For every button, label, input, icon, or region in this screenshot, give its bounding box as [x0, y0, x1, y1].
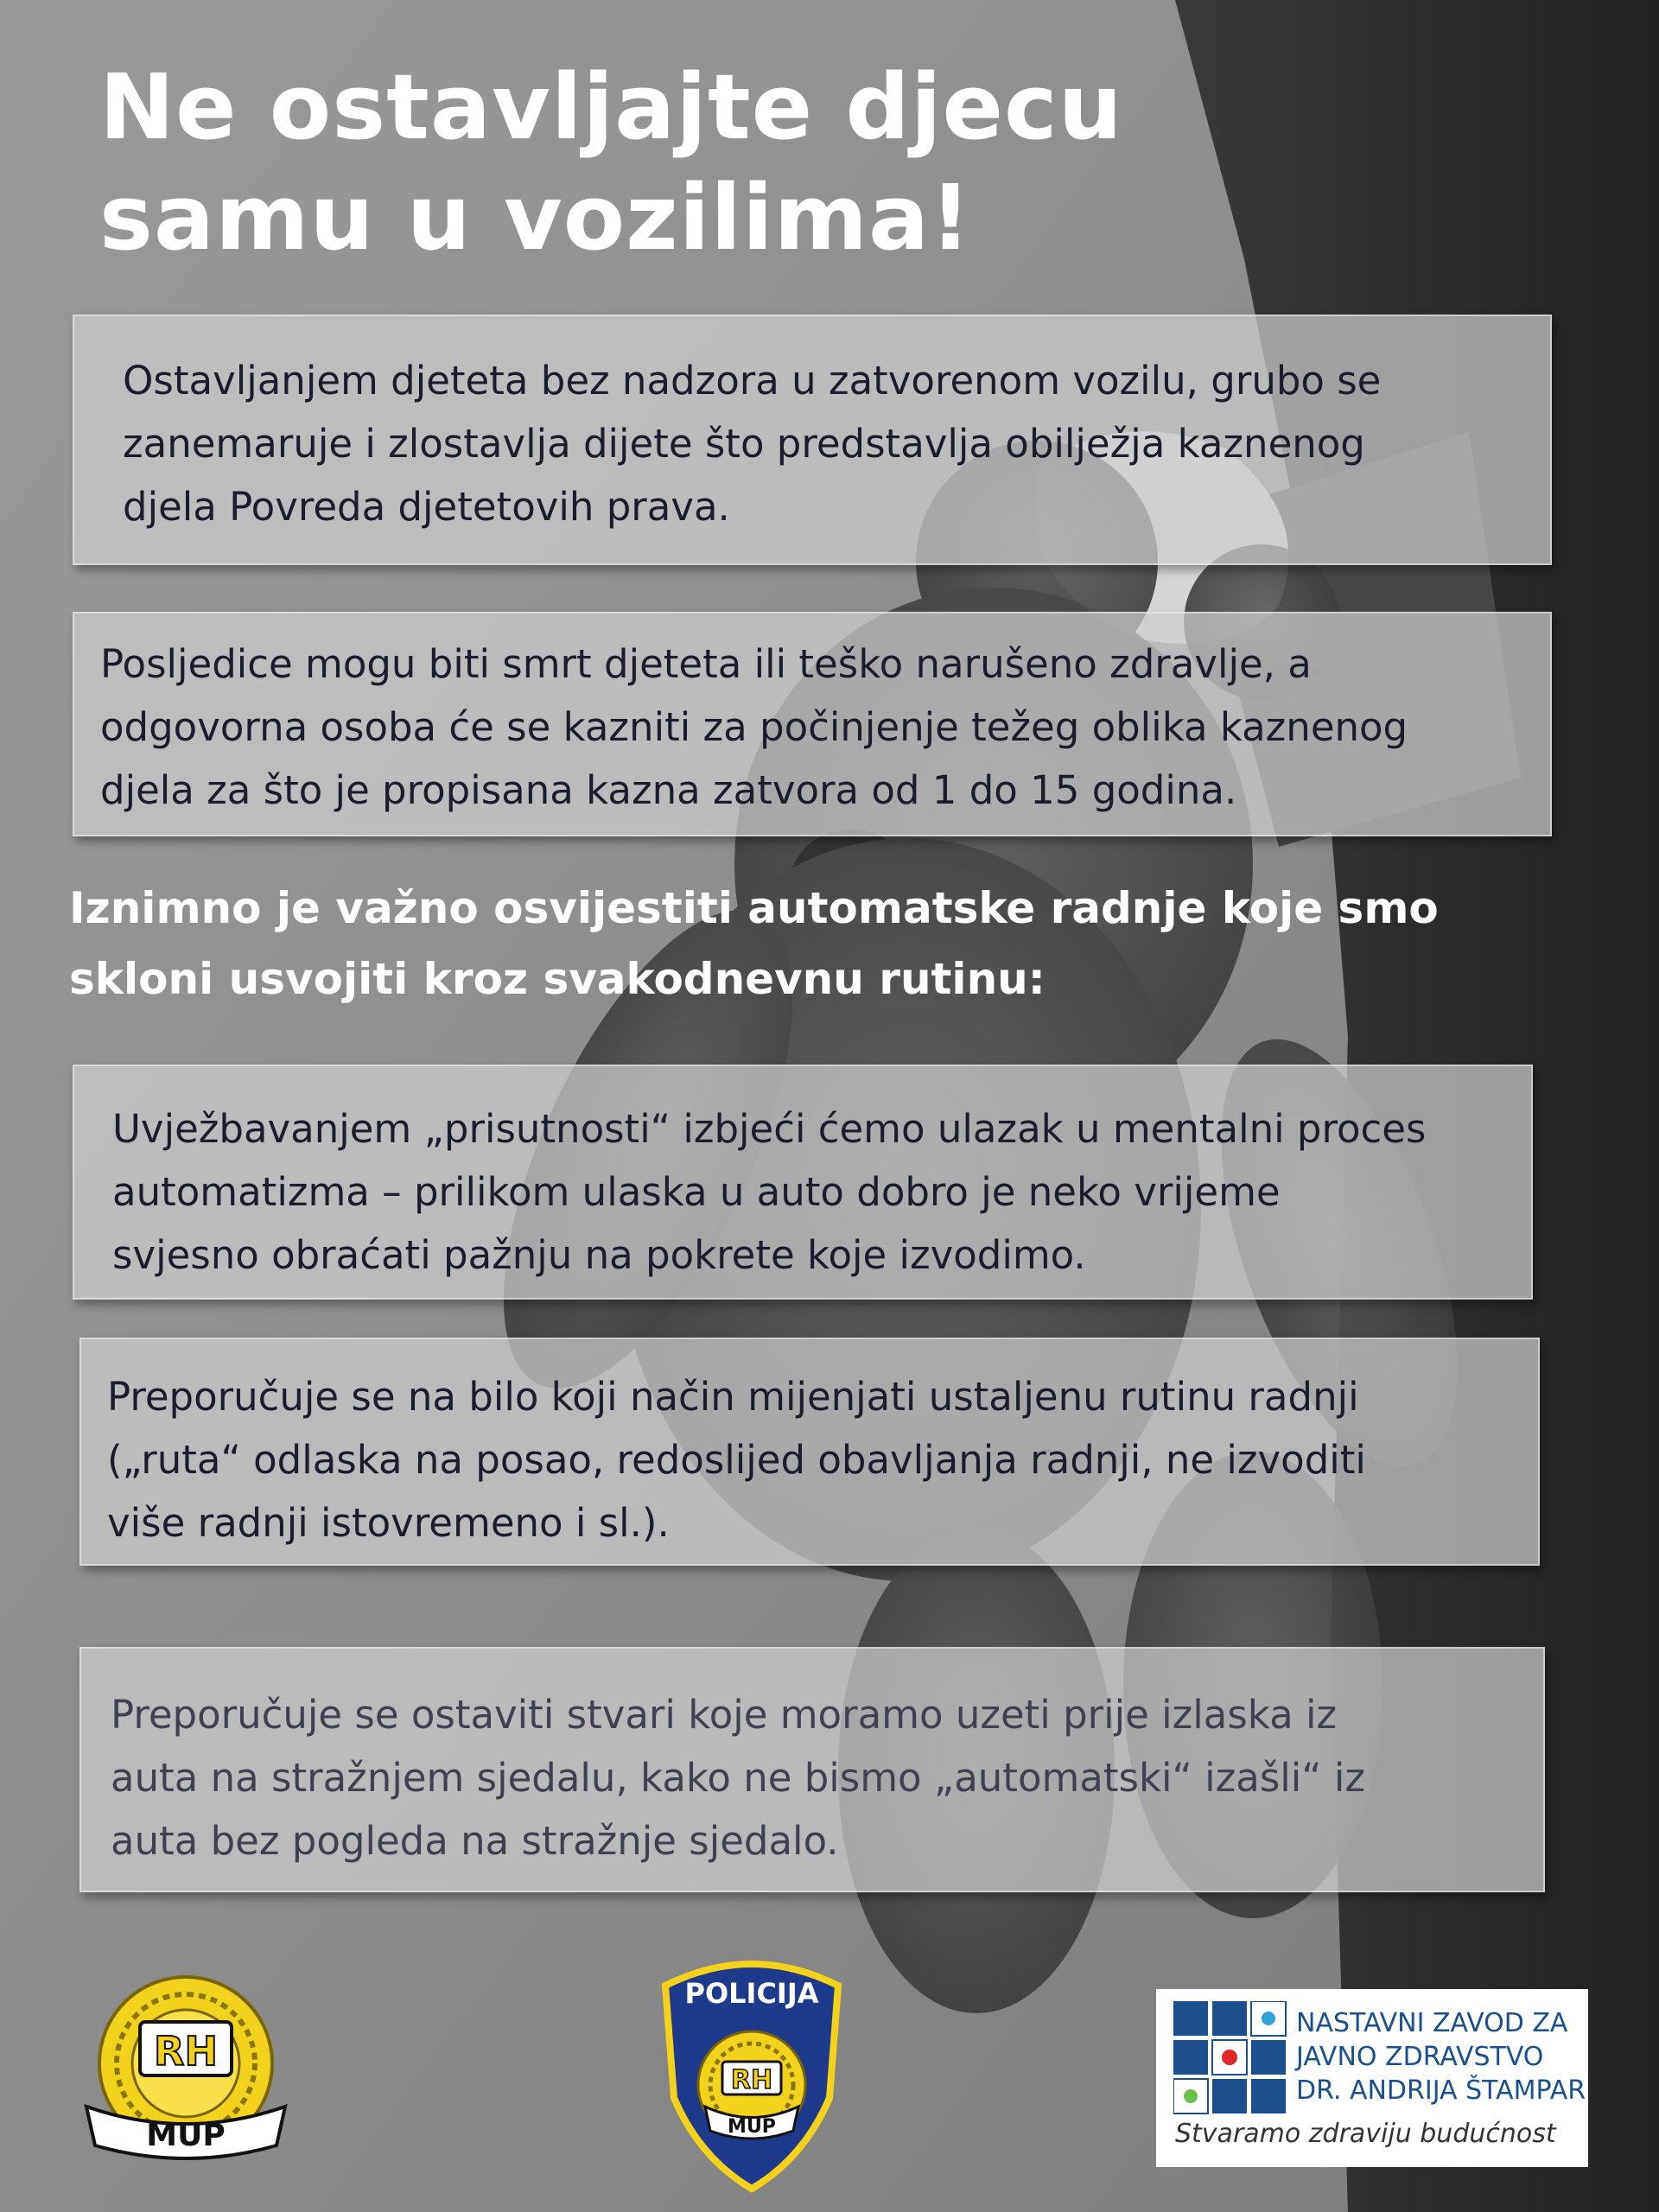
- policija-mup: MUP: [728, 2116, 776, 2138]
- info-box-2: [73, 612, 1552, 836]
- info-box-1: [73, 315, 1552, 565]
- mup-emblem-rh: RH: [154, 2028, 218, 2075]
- mup-emblem: [69, 1968, 302, 2176]
- highlight-heading: [69, 873, 1624, 1014]
- info-box-2-line: djela za što je propisana kazna zatvora od 1 do 15 godina.: [100, 767, 1237, 813]
- info-box-3: [73, 1065, 1533, 1300]
- info-box-4-line: više radnji istovremeno i sl.).: [107, 1500, 670, 1546]
- highlight-line: Iznimno je važno osvijestiti automatske radnje koje smo: [69, 883, 1439, 933]
- info-box-3-line: Uvježbavanjem „prisutnosti“ izbjeći ćemo ulazak u mentalni proces: [112, 1106, 1427, 1152]
- mup-emblem-mup: MUP: [146, 2118, 226, 2153]
- highlight-line: skloni usvojiti kroz svakodnevnu rutinu:: [69, 954, 1046, 1004]
- info-box-1-line: djela Povreda djetetovih prava.: [123, 484, 730, 530]
- info-box-5: [79, 1647, 1545, 1892]
- info-box-2-line: Posljedice mogu biti smrt djeteta ili teško narušeno zdravlje, a: [100, 641, 1312, 687]
- nzjz-name: [1296, 2006, 1586, 2107]
- policija-badge: [648, 1951, 855, 2193]
- info-box-5-line: Preporučuje se ostaviti stvari koje moramo uzeti prije izlaska iz: [111, 1692, 1338, 1738]
- nzjz-logo: [1156, 1989, 1588, 2167]
- page-title: [99, 52, 1223, 273]
- policija-label: POLICIJA: [684, 1977, 819, 2010]
- info-box-5-line: auta na stražnjem sjedalu, kako ne bismo „automatski“ izašli“ iz: [111, 1755, 1366, 1801]
- nzjz-tagline: Stvaramo zdraviju budućnost: [1175, 2119, 1556, 2149]
- nzjz-line: DR. ANDRIJA ŠTAMPAR: [1296, 2075, 1586, 2106]
- info-box-4-line: Preporučuje se na bilo koji način mijenjati ustaljenu rutinu radnji: [107, 1374, 1359, 1420]
- info-box-4: [79, 1338, 1540, 1566]
- nzjz-line: JAVNO ZDRAVSTVO: [1296, 2042, 1544, 2072]
- info-box-5-line: auta bez pogleda na stražnje sjedalo.: [111, 1818, 839, 1864]
- info-box-3-line: svjesno obraćati pažnju na pokrete koje izvodimo.: [112, 1232, 1086, 1278]
- policija-rh: RH: [730, 2065, 773, 2095]
- info-box-3-line: automatizma – prilikom ulaska u auto dobro je neko vrijeme: [112, 1169, 1281, 1215]
- info-box-4-line: („ruta“ odlaska na posao, redoslijed obavljanja radnji, ne izvoditi: [107, 1437, 1366, 1483]
- title-line-1: Ne ostavljajte djecu: [99, 54, 1123, 160]
- title-line-2: samu u vozilima!: [99, 165, 972, 270]
- info-box-2-line: odgovorna osoba će se kazniti za počinjenje težeg oblika kaznenog: [100, 704, 1408, 750]
- info-box-1-line: zanemaruje i zlostavlja dijete što predstavlja obilježja kaznenog: [123, 421, 1365, 467]
- info-box-1-line: Ostavljanjem djeteta bez nadzora u zatvorenom vozilu, grubo se: [123, 358, 1382, 404]
- nzjz-line: NASTAVNI ZAVOD ZA: [1296, 2008, 1568, 2038]
